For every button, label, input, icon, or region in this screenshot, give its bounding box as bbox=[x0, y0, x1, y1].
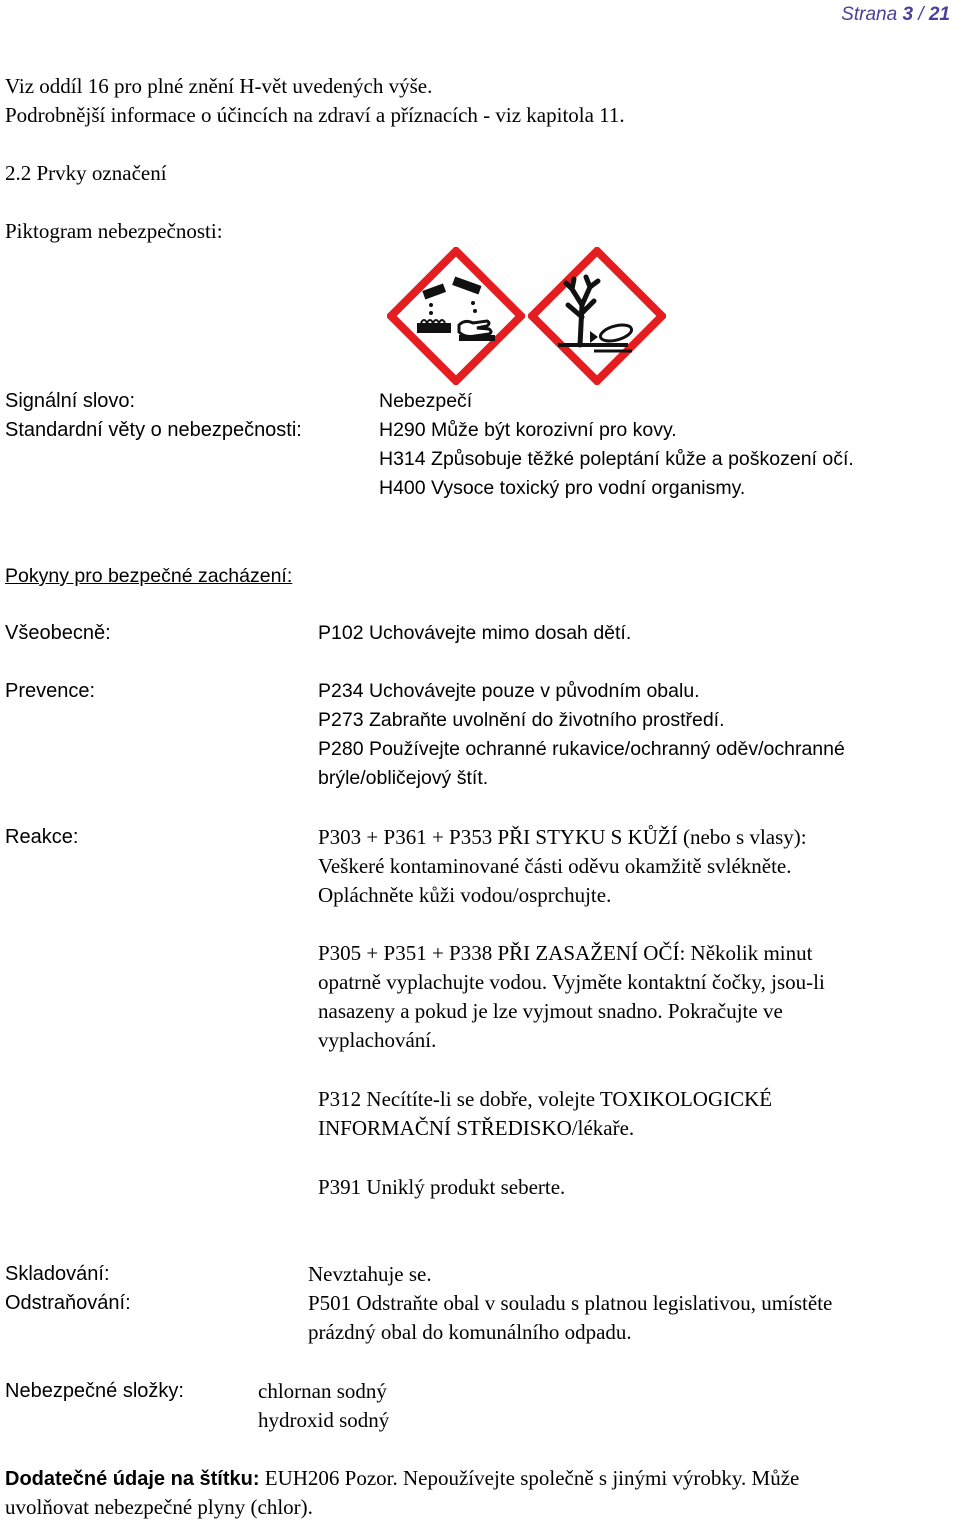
precaution-title: Pokyny pro bezpečné zacházení: bbox=[5, 565, 293, 587]
response-statement: opatrně vyplachujte vodou. Vyjměte kontaktní čočky, jsou-li bbox=[318, 970, 825, 994]
component-item: hydroxid sodný bbox=[258, 1408, 390, 1432]
signal-word-value: Nebezpečí bbox=[379, 390, 473, 412]
response-label: Reakce: bbox=[5, 826, 79, 848]
response-p391 bbox=[318, 1173, 565, 1202]
additional-info-line-2: uvolňovat nebezpečné plyny (chlor). bbox=[5, 1495, 313, 1519]
additional-info-label: Dodatečné údaje na štítku: bbox=[5, 1468, 260, 1490]
signal-word-label: Signální slovo: bbox=[5, 390, 136, 412]
general-statement: P102 Uchovávejte mimo dosah dětí. bbox=[318, 622, 632, 644]
response-statement: P391 Uniklý produkt seberte. bbox=[318, 1175, 566, 1199]
general-label: Všeobecně: bbox=[5, 622, 111, 644]
component-item: chlornan sodný bbox=[258, 1379, 387, 1403]
hazard-statement: H290 Může být korozivní pro kovy. bbox=[379, 419, 677, 441]
storage-label: Skladování: bbox=[5, 1263, 110, 1285]
prevention-statement: brýle/obličejový štít. bbox=[318, 767, 489, 789]
additional-info-line-1: Dodatečné údaje na štítku: EUH206 Pozor. Nepoužívejte společně s jinými výrobky. Může bbox=[5, 1466, 800, 1490]
disposal-statement: P501 Odstraňte obal v souladu s platnou legislativou, umístěte bbox=[308, 1291, 833, 1315]
response-statement: Veškeré kontaminované části oděvu okamžitě svlékněte. bbox=[318, 854, 792, 878]
corrosion-pictogram-icon bbox=[387, 247, 525, 385]
storage-value: Nevztahuje se. bbox=[308, 1262, 432, 1286]
response-statement: P305 + P351 + P338 PŘI ZASAŽENÍ OČÍ: Několik minut bbox=[318, 941, 813, 965]
prevention-statement: P280 Používejte ochranné rukavice/ochranný oděv/ochranné bbox=[318, 738, 845, 760]
components-list bbox=[258, 1377, 389, 1435]
environment-pictogram-icon bbox=[528, 247, 666, 385]
hazard-statement: H314 Způsobuje těžké poleptání kůže a poškození očí. bbox=[379, 448, 854, 470]
response-statement: P312 Necítíte-li se dobře, volejte TOXIKOLOGICKÉ bbox=[318, 1087, 773, 1111]
response-p305 bbox=[318, 939, 825, 1055]
response-statement: Opláchněte kůži vodou/osprchujte. bbox=[318, 883, 612, 907]
hazard-statements bbox=[379, 416, 854, 503]
pictogram-label: Piktogram nebezpečnosti: bbox=[5, 219, 223, 243]
disposal-statement: prázdný obal do komunálního odpadu. bbox=[308, 1320, 632, 1344]
hazard-statement: H400 Vysoce toxický pro vodní organismy. bbox=[379, 477, 746, 499]
section-title: 2.2 Prvky označení bbox=[5, 161, 167, 185]
page-number: Strana 3 / 21 bbox=[841, 4, 950, 25]
response-statement: nasazeny a pokud je lze vyjmout snadno. Pokračujte ve bbox=[318, 999, 783, 1023]
response-statement: vyplachování. bbox=[318, 1028, 437, 1052]
response-statement: INFORMAČNÍ STŘEDISKO/lékaře. bbox=[318, 1116, 635, 1140]
components-label: Nebezpečné složky: bbox=[5, 1380, 184, 1402]
prevention-statements bbox=[318, 677, 845, 793]
response-p312 bbox=[318, 1085, 772, 1143]
disposal-statements bbox=[308, 1289, 832, 1347]
response-statement: P303 + P361 + P353 PŘI STYKU S KŮŽÍ (nebo s vlasy): bbox=[318, 825, 807, 849]
prevention-label: Prevence: bbox=[5, 680, 96, 702]
prevention-statement: P273 Zabraňte uvolnění do životního prostředí. bbox=[318, 709, 725, 731]
response-p303 bbox=[318, 823, 807, 910]
intro-line-2: Podrobnější informace o účincích na zdraví a příznacích - viz kapitola 11. bbox=[5, 103, 625, 127]
disposal-label: Odstraňování: bbox=[5, 1292, 131, 1314]
intro-line-1: Viz oddíl 16 pro plné znění H-vět uvedených výše. bbox=[5, 74, 433, 98]
hazard-statements-label: Standardní věty o nebezpečnosti: bbox=[5, 419, 302, 441]
prevention-statement: P234 Uchovávejte pouze v původním obalu. bbox=[318, 680, 700, 702]
